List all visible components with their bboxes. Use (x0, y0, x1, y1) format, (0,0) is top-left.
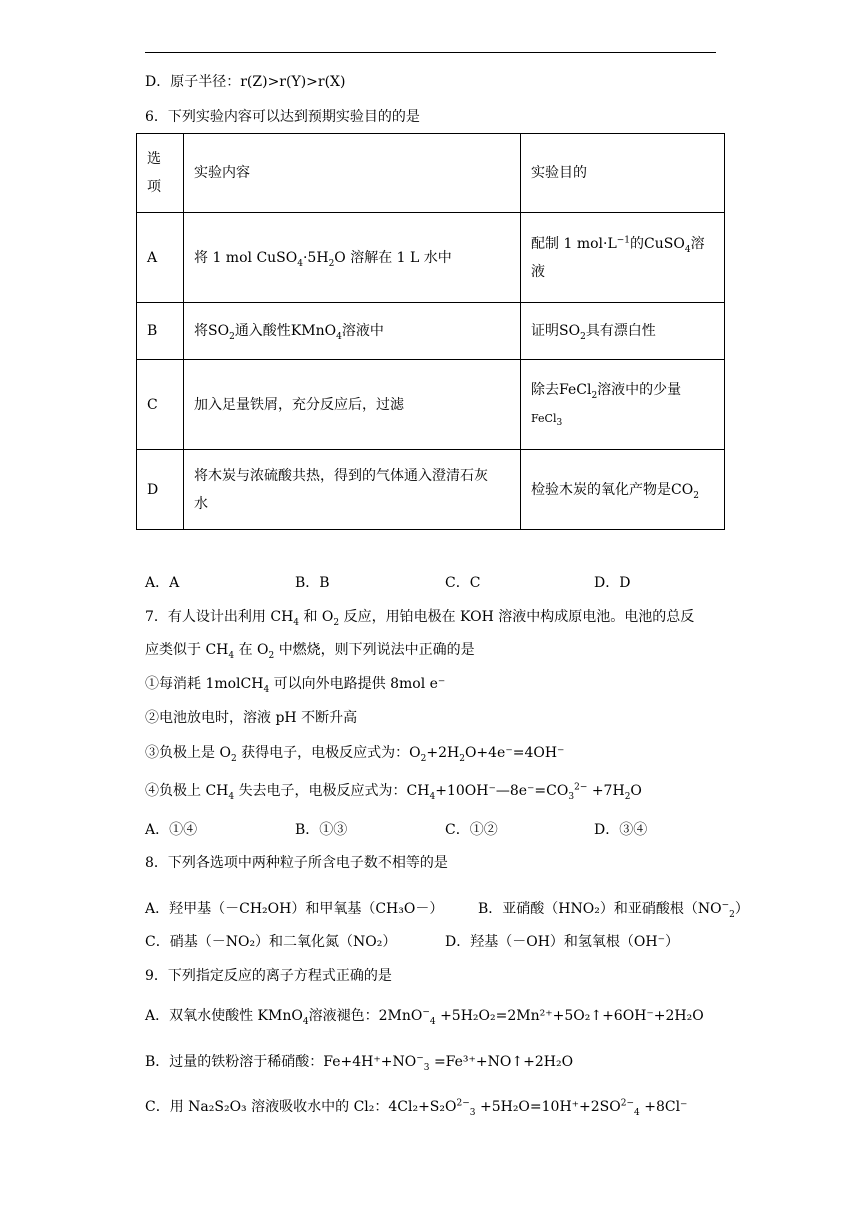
row-purpose: 检验木炭的氧化产物是$CO_2$ (521, 450, 725, 530)
q6-option-b: B．B (295, 575, 330, 591)
q8-option-c: C．硝基（－NO₂）和二氧化氮（NO₂） (145, 934, 397, 950)
q9-option-c: C．用 Na₂S₂O₃ 溶液吸收水中的 Cl₂：$4Cl_2+S_2O^{2-}_3 +5H_2O=10H^++2SO^{2-}_4 +8Cl^-$ (145, 1098, 688, 1118)
table-header-row (137, 134, 725, 213)
header-option: 选 项 (137, 134, 184, 213)
q6-option-d: D．D (594, 575, 631, 591)
q6-option-a: A．A (145, 575, 180, 591)
q5-option-d: D．原子半径：r(Z)>r(Y)>r(X) (145, 74, 346, 90)
q7-option-d: D．③④ (594, 822, 648, 838)
row-label: B (137, 303, 184, 360)
q6-option-c: C．C (445, 575, 481, 591)
q6-stem: 6．下列实验内容可以达到预期实验目的的是 (145, 109, 420, 125)
row-purpose: 配制 1 $mol\cdot L^{-1}$的CuSO$_4$溶 液 (521, 213, 725, 303)
table-row (137, 450, 725, 530)
q7-stem-line1: 7．有人设计出利用 $CH_4$ 和 $O_2$ 反应，用铂电极在 KOH 溶液中构成原电池。电池的总反 (145, 609, 695, 628)
experiment-table (136, 133, 725, 530)
row-purpose: 证明$SO_2$具有漂白性 (521, 303, 725, 360)
table-row (137, 303, 725, 360)
q7-statement-2: ②电池放电时，溶液 pH 不断升高 (145, 710, 358, 726)
header-content: 实验内容 (184, 134, 521, 213)
q8-stem: 8．下列各选项中两种粒子所含电子数不相等的是 (145, 855, 448, 871)
row-label: D (137, 450, 184, 530)
header-rule (145, 52, 716, 53)
q8-option-d: D．羟基（－OH）和氢氧根（OH⁻） (445, 934, 679, 950)
row-content: 加入足量铁屑，充分反应后，过滤 (184, 360, 521, 450)
row-content: 将木炭与浓硫酸共热，得到的气体通入澄清石灰 水 (184, 450, 521, 530)
q8-option-b: B．亚硝酸（HNO₂）和亚硝酸根$(NO^-_2)$ (478, 900, 749, 920)
table-row (137, 360, 725, 450)
row-label: C (137, 360, 184, 450)
q7-stem-line2: 应类似于 $CH_4$ 在 $O_2$ 中燃烧，则下列说法中正确的是 (145, 642, 475, 661)
q7-option-a: A．①④ (145, 822, 198, 838)
table-row (137, 213, 725, 303)
q7-option-c: C．①② (445, 822, 498, 838)
row-content: 将$SO_2$通入酸性KMnO$_4$溶液中 (184, 303, 521, 360)
q7-statement-1: ①每消耗 1molCH$_4$ 可以向外电路提供 8mol e⁻ (145, 676, 446, 695)
row-purpose: 除去FeCl$_2$溶液中的少量 FeCl$_3$ (521, 360, 725, 450)
q9-option-a: A．双氧水使酸性 KMnO$_4$溶液褪色：2MnO−$_4$ +5H₂O₂=2Mn²⁺+5O₂↑+6OH⁻+2H₂O (145, 1007, 704, 1027)
q7-option-b: B．①③ (295, 822, 348, 838)
q7-statement-3: ③负极上是 $O_2$ 获得电子，电极反应式为：$O_2+2H_2O+4e^-=4OH^-$ (145, 745, 565, 764)
q9-stem: 9．下列指定反应的离子方程式正确的是 (145, 968, 392, 984)
q8-option-a: A．羟甲基（－CH₂OH）和甲氧基（CH₃O－） (145, 901, 444, 917)
q9-option-b: B．过量的铁粉溶于稀硝酸：$Fe+4H^++NO^-_3$ =Fe³⁺+NO↑+2H₂O (145, 1053, 574, 1073)
row-content: 将 1 mol $CuSO_4\cdot 5H_2O$ 溶解在 1 L 水中 (184, 213, 521, 303)
row-label: A (137, 213, 184, 303)
q7-statement-4: ④负极上 $CH_4$ 失去电子，电极反应式为：$CH_4+10OH^-—8e^-=CO_3^{2-} +7H_2O$ (145, 782, 642, 802)
header-purpose: 实验目的 (521, 134, 725, 213)
